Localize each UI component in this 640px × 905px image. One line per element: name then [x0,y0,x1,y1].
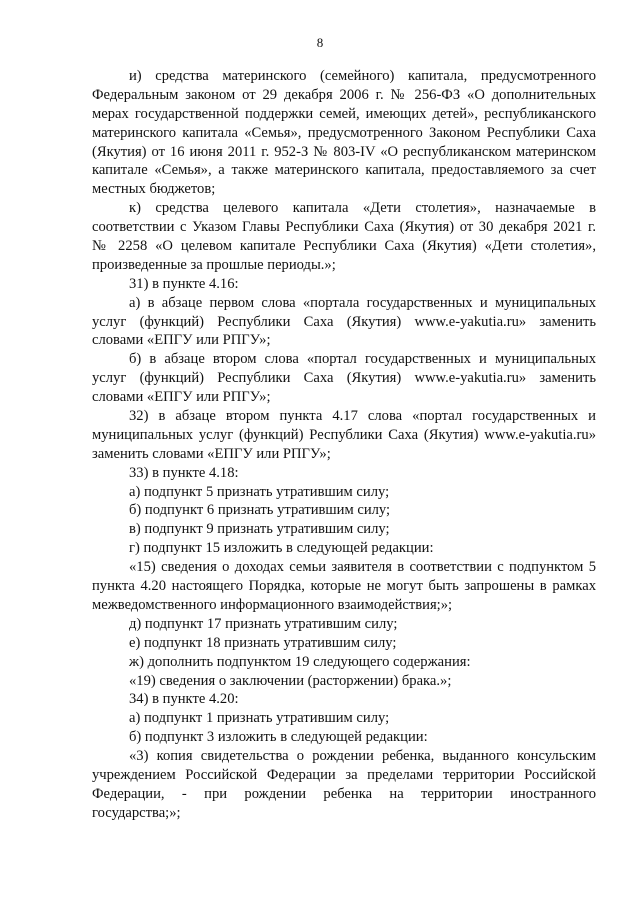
text-line: материнского капитала «Семья», предусмотренного Законом Республики Саха [92,124,596,141]
text-line: словами «ЕПГУ или РПГУ»; [92,389,271,406]
text-line: г) подпункт 15 изложить в следующей редакции: [129,540,434,557]
text-line: б) подпункт 3 изложить в следующей редакции: [129,729,428,746]
text-line: е) подпункт 18 признать утратившим силу; [129,634,397,651]
text-line: к) средства целевого капитала «Дети столетия», назначаемые в [129,200,596,217]
page-number: 8 [316,35,324,50]
text-line: «15) сведения о доходах семьи заявителя в соответствии с подпунктом 5 [129,559,596,576]
text-line: соответствии с Указом Главы Республики Саха (Якутия) от 30 декабря 2021 г. [92,219,596,236]
text-line: учреждением Российской Федерации за пределами территории Российской [92,766,596,783]
text-line: и) средства материнского (семейного) капитала, предусмотренного [129,68,596,84]
text-line: услуг (функций) Республики Саха (Якутия) www.e-yakutia.ru» заменить [92,370,596,387]
text-line: в) подпункт 9 признать утратившим силу; [129,521,390,538]
text-line: Федерации, - при рождении ребенка на территории иностранного [92,785,596,802]
text-line: межведомственного информационного взаимодействия;»; [92,596,453,613]
document-body [92,67,596,823]
text-line: а) в абзаце первом слова «портала государственных и муниципальных [129,294,596,311]
text-line: ж) дополнить подпунктом 19 следующего содержания: [129,653,471,670]
text-line: 34) в пункте 4.20: [129,691,239,708]
text-line: а) подпункт 5 признать утратившим силу; [129,483,390,500]
text-line: местных бюджетов; [92,181,216,198]
text-line: словами «ЕПГУ или РПГУ»; [92,332,271,349]
text-line: государства;»; [92,804,181,821]
text-line: а) подпункт 1 признать утратившим силу; [129,710,390,727]
text-line: муниципальных услуг (функций) Республики Саха (Якутия) www.e-yakutia.ru» [92,426,596,443]
text-line: (Якутия) от 16 июня 2011 г. 952-З № 803-IV «О республиканском материнском [92,143,596,160]
text-line: «3) копия свидетельства о рождении ребенка, выданного консульским [129,748,596,765]
text-line: 33) в пункте 4.18: [129,464,239,481]
text-line: Федеральным законом от 29 декабря 2006 г. № 256-ФЗ «О дополнительных [92,86,596,103]
text-line: 32) в абзаце втором пункта 4.17 слова «портал государственных и [129,408,596,425]
text-line: заменить словами «ЕПГУ или РПГУ»; [92,445,331,462]
text-line: произведенные за прошлые периоды.»; [92,256,336,273]
text-line: б) подпункт 6 признать утратившим силу; [129,502,391,519]
text-line: «19) сведения о заключении (расторжении) брака.»; [129,672,452,689]
text-line: услуг (функций) Республики Саха (Якутия) www.e-yakutia.ru» заменить [92,313,596,330]
text-line: пункта 4.20 настоящего Порядка, которые не могут быть запрошены в рамках [92,578,596,595]
text-line: б) в абзаце втором слова «портал государственных и муниципальных [129,351,596,368]
text-line: мерах государственной поддержки семей, имеющих детей», республиканского [92,105,596,122]
text-line: д) подпункт 17 признать утратившим силу; [129,615,398,632]
text-line: 31) в пункте 4.16: [129,275,239,292]
text-line: капитале «Семья», а также материнского капитала, предоставляемого за счет [92,162,596,179]
text-line: № 2258 «О целевом капитале Республики Саха (Якутия) «Дети столетия», [92,238,596,255]
